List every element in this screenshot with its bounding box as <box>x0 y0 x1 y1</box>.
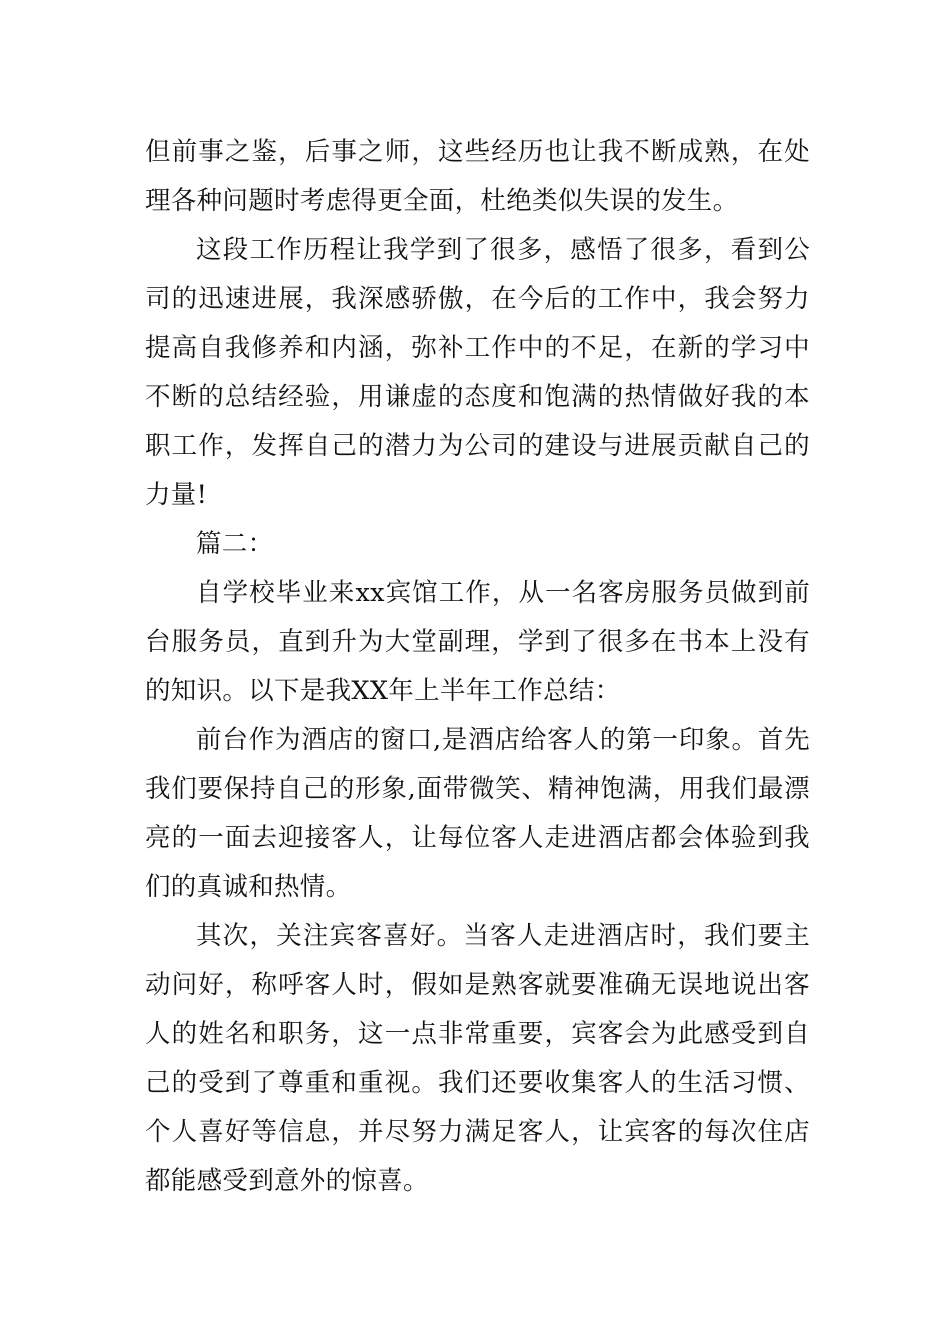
paragraph-continuation: 但前事之鉴，后事之师，这些经历也让我不断成熟，在处理各种问题时考虑得更全面，杜绝类似失误的发生。 <box>145 137 810 216</box>
document-body <box>145 128 810 1206</box>
paragraph-front-desk: 前台作为酒店的窗口,是酒店给客人的第一印象。首先我们要保持自己的形象,面带微笑、精神饱满，用我们最漂亮的一面去迎接客人，让每位客人走进酒店都会体验到我们的真诚和热情。 <box>145 725 810 902</box>
paragraph-guest-preferences: 其次，关注宾客喜好。当客人走进酒店时，我们要主动问好，称呼客人时，假如是熟客就要准确无误地说出客人的姓名和职务，这一点非常重要，宾客会为此感受到自己的受到了尊重和重视。我们还要收集客人的生活习惯、个人喜好等信息，并尽努力满足客人，让宾客的每次住店都能感受到意外的惊喜。 <box>145 921 810 1196</box>
paragraph-reflection: 这段工作历程让我学到了很多，感悟了很多，看到公司的迅速进展，我深感骄傲，在今后的工作中，我会努力提高自我修养和内涵，弥补工作中的不足，在新的学习中不断的总结经验，用谦虚的态度和饱满的热情做好我的本职工作，发挥自己的潜力为公司的建设与进展贡献自己的力量! <box>145 235 810 510</box>
section-heading: 篇二： <box>196 529 274 559</box>
paragraph-intro: 自学校毕业来xx宾馆工作，从一名客房服务员做到前台服务员，直到升为大堂副理，学到了很多在书本上没有的知识。以下是我XX年上半年工作总结： <box>145 578 810 706</box>
